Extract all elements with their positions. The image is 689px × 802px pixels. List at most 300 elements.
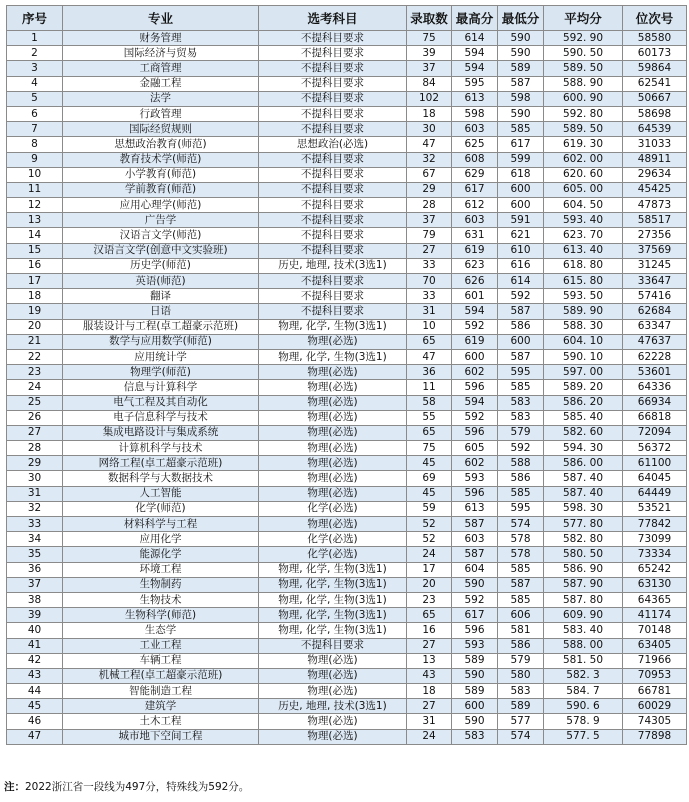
cell-major: 环境工程: [63, 562, 259, 577]
cell-admitted: 75: [407, 31, 452, 46]
cell-major: 翻译: [63, 289, 259, 304]
cell-min-score: 581: [498, 623, 544, 638]
cell-max-score: 592: [452, 319, 498, 334]
cell-major: 行政管理: [63, 106, 259, 121]
cell-admitted: 17: [407, 562, 452, 577]
table-row: [7, 395, 687, 410]
cell-min-score: 610: [498, 243, 544, 258]
cell-admitted: 32: [407, 152, 452, 167]
footnote: [4, 779, 249, 794]
cell-major: 小学教育(师范): [63, 167, 259, 182]
cell-min-score: 587: [498, 577, 544, 592]
cell-min-score: 591: [498, 213, 544, 228]
cell-avg-score: 589. 90: [544, 304, 623, 319]
cell-admitted: 33: [407, 258, 452, 273]
cell-admitted: 33: [407, 289, 452, 304]
cell-max-score: 614: [452, 31, 498, 46]
cell-min-score: 589: [498, 699, 544, 714]
table-row: [7, 471, 687, 486]
cell-rank: 56372: [623, 441, 687, 456]
cell-index: 41: [7, 638, 63, 653]
table-header-row: [7, 6, 687, 31]
table-row: [7, 289, 687, 304]
cell-subjects: 物理(必选): [259, 653, 407, 668]
cell-major: 建筑学: [63, 699, 259, 714]
cell-index: 26: [7, 410, 63, 425]
table-row: [7, 349, 687, 364]
cell-subjects: 物理, 化学, 生物(3选1): [259, 608, 407, 623]
cell-subjects: 物理, 化学, 生物(3选1): [259, 319, 407, 334]
cell-subjects: 物理(必选): [259, 517, 407, 532]
table-row: [7, 152, 687, 167]
cell-max-score: 596: [452, 623, 498, 638]
cell-admitted: 65: [407, 425, 452, 440]
cell-major: 能源化学: [63, 547, 259, 562]
cell-max-score: 631: [452, 228, 498, 243]
cell-rank: 62541: [623, 76, 687, 91]
cell-avg-score: 615. 80: [544, 274, 623, 289]
cell-admitted: 10: [407, 319, 452, 334]
cell-rank: 70953: [623, 668, 687, 683]
cell-subjects: 不提科目要求: [259, 61, 407, 76]
cell-major: 生物科学(师范): [63, 608, 259, 623]
cell-max-score: 594: [452, 61, 498, 76]
cell-avg-score: 605. 00: [544, 182, 623, 197]
cell-avg-score: 582. 80: [544, 532, 623, 547]
table-row: [7, 699, 687, 714]
admission-table-container: [6, 5, 686, 745]
cell-subjects: 物理, 化学, 生物(3选1): [259, 349, 407, 364]
cell-subjects: 物理(必选): [259, 425, 407, 440]
cell-rank: 50667: [623, 91, 687, 106]
cell-avg-score: 620. 60: [544, 167, 623, 182]
cell-rank: 47637: [623, 334, 687, 349]
cell-avg-score: 592. 90: [544, 31, 623, 46]
table-row: [7, 258, 687, 273]
cell-avg-score: 604. 10: [544, 334, 623, 349]
cell-subjects: 化学(必选): [259, 532, 407, 547]
cell-index: 22: [7, 349, 63, 364]
cell-rank: 64539: [623, 122, 687, 137]
cell-avg-score: 582. 3: [544, 668, 623, 683]
cell-index: 24: [7, 380, 63, 395]
cell-index: 25: [7, 395, 63, 410]
table-body: [7, 31, 687, 745]
table-row: [7, 486, 687, 501]
table-row: [7, 182, 687, 197]
cell-admitted: 37: [407, 213, 452, 228]
cell-subjects: 物理(必选): [259, 471, 407, 486]
cell-major: 工商管理: [63, 61, 259, 76]
cell-admitted: 29: [407, 182, 452, 197]
cell-max-score: 589: [452, 684, 498, 699]
cell-major: 生物制药: [63, 577, 259, 592]
cell-major: 材料科学与工程: [63, 517, 259, 532]
cell-admitted: 27: [407, 243, 452, 258]
cell-admitted: 20: [407, 577, 452, 592]
cell-subjects: 物理, 化学, 生物(3选1): [259, 592, 407, 607]
cell-index: 16: [7, 258, 63, 273]
table-row: [7, 653, 687, 668]
cell-rank: 63405: [623, 638, 687, 653]
cell-min-score: 585: [498, 562, 544, 577]
cell-rank: 63130: [623, 577, 687, 592]
cell-avg-score: 598. 30: [544, 501, 623, 516]
cell-subjects: 不提科目要求: [259, 289, 407, 304]
cell-avg-score: 577. 5: [544, 729, 623, 744]
cell-admitted: 27: [407, 638, 452, 653]
cell-major: 应用统计学: [63, 349, 259, 364]
cell-index: 18: [7, 289, 63, 304]
cell-min-score: 621: [498, 228, 544, 243]
table-row: [7, 380, 687, 395]
cell-rank: 48911: [623, 152, 687, 167]
cell-subjects: 物理(必选): [259, 456, 407, 471]
cell-subjects: 物理(必选): [259, 441, 407, 456]
cell-index: 12: [7, 198, 63, 213]
cell-major: 服装设计与工程(卓工超豪示范班): [63, 319, 259, 334]
cell-index: 9: [7, 152, 63, 167]
cell-major: 工业工程: [63, 638, 259, 653]
cell-index: 31: [7, 486, 63, 501]
cell-subjects: 化学(必选): [259, 547, 407, 562]
cell-min-score: 592: [498, 441, 544, 456]
cell-subjects: 不提科目要求: [259, 167, 407, 182]
cell-subjects: 不提科目要求: [259, 638, 407, 653]
cell-max-score: 608: [452, 152, 498, 167]
cell-max-score: 600: [452, 699, 498, 714]
cell-min-score: 586: [498, 319, 544, 334]
cell-index: 13: [7, 213, 63, 228]
cell-admitted: 45: [407, 486, 452, 501]
cell-avg-score: 587. 40: [544, 471, 623, 486]
cell-max-score: 613: [452, 91, 498, 106]
cell-min-score: 600: [498, 182, 544, 197]
cell-admitted: 102: [407, 91, 452, 106]
cell-subjects: 不提科目要求: [259, 198, 407, 213]
cell-subjects: 物理(必选): [259, 365, 407, 380]
cell-major: 生物技术: [63, 592, 259, 607]
cell-index: 6: [7, 106, 63, 121]
cell-subjects: 物理(必选): [259, 486, 407, 501]
cell-min-score: 599: [498, 152, 544, 167]
cell-min-score: 587: [498, 304, 544, 319]
cell-subjects: 物理(必选): [259, 714, 407, 729]
cell-max-score: 594: [452, 304, 498, 319]
cell-max-score: 626: [452, 274, 498, 289]
cell-avg-score: 583. 40: [544, 623, 623, 638]
header-rank: 位次号: [623, 6, 687, 31]
cell-index: 19: [7, 304, 63, 319]
cell-avg-score: 623. 70: [544, 228, 623, 243]
cell-rank: 62228: [623, 349, 687, 364]
cell-major: 计算机科学与技术: [63, 441, 259, 456]
cell-max-score: 612: [452, 198, 498, 213]
cell-avg-score: 582. 60: [544, 425, 623, 440]
cell-subjects: 不提科目要求: [259, 228, 407, 243]
cell-subjects: 不提科目要求: [259, 76, 407, 91]
cell-rank: 60029: [623, 699, 687, 714]
table-row: [7, 729, 687, 744]
cell-subjects: 历史, 地理, 技术(3选1): [259, 258, 407, 273]
cell-subjects: 物理(必选): [259, 410, 407, 425]
cell-major: 城市地下空间工程: [63, 729, 259, 744]
cell-major: 土木工程: [63, 714, 259, 729]
cell-min-score: 585: [498, 592, 544, 607]
cell-max-score: 587: [452, 517, 498, 532]
header-avg-score: 平均分: [544, 6, 623, 31]
cell-major: 人工智能: [63, 486, 259, 501]
cell-index: 11: [7, 182, 63, 197]
cell-min-score: 586: [498, 638, 544, 653]
cell-rank: 63347: [623, 319, 687, 334]
header-admitted: 录取数: [407, 6, 452, 31]
cell-avg-score: 586. 00: [544, 456, 623, 471]
cell-max-score: 590: [452, 714, 498, 729]
table-row: [7, 198, 687, 213]
table-row: [7, 334, 687, 349]
cell-index: 5: [7, 91, 63, 106]
table-row: [7, 684, 687, 699]
cell-max-score: 605: [452, 441, 498, 456]
cell-max-score: 619: [452, 334, 498, 349]
cell-min-score: 600: [498, 334, 544, 349]
cell-rank: 62684: [623, 304, 687, 319]
cell-admitted: 36: [407, 365, 452, 380]
cell-max-score: 625: [452, 137, 498, 152]
cell-min-score: 618: [498, 167, 544, 182]
cell-index: 32: [7, 501, 63, 516]
header-min-score: 最低分: [498, 6, 544, 31]
cell-max-score: 602: [452, 365, 498, 380]
cell-admitted: 27: [407, 699, 452, 714]
cell-admitted: 13: [407, 653, 452, 668]
header-index: 序号: [7, 6, 63, 31]
cell-major: 物理学(师范): [63, 365, 259, 380]
cell-index: 33: [7, 517, 63, 532]
cell-index: 45: [7, 699, 63, 714]
cell-index: 17: [7, 274, 63, 289]
table-row: [7, 592, 687, 607]
cell-subjects: 物理, 化学, 生物(3选1): [259, 562, 407, 577]
cell-admitted: 59: [407, 501, 452, 516]
cell-index: 20: [7, 319, 63, 334]
table-row: [7, 456, 687, 471]
cell-index: 38: [7, 592, 63, 607]
cell-avg-score: 602. 00: [544, 152, 623, 167]
table-row: [7, 46, 687, 61]
cell-subjects: 不提科目要求: [259, 182, 407, 197]
cell-index: 44: [7, 684, 63, 699]
cell-index: 3: [7, 61, 63, 76]
table-row: [7, 714, 687, 729]
cell-subjects: 不提科目要求: [259, 243, 407, 258]
cell-subjects: 物理, 化学, 生物(3选1): [259, 623, 407, 638]
cell-min-score: 592: [498, 289, 544, 304]
cell-subjects: 不提科目要求: [259, 106, 407, 121]
cell-major: 生态学: [63, 623, 259, 638]
cell-rank: 27356: [623, 228, 687, 243]
cell-subjects: 化学(必选): [259, 501, 407, 516]
cell-index: 4: [7, 76, 63, 91]
cell-index: 29: [7, 456, 63, 471]
cell-avg-score: 577. 80: [544, 517, 623, 532]
cell-index: 39: [7, 608, 63, 623]
cell-admitted: 65: [407, 334, 452, 349]
cell-min-score: 598: [498, 91, 544, 106]
header-subjects: 选考科目: [259, 6, 407, 31]
cell-subjects: 物理(必选): [259, 668, 407, 683]
table-row: [7, 547, 687, 562]
cell-major: 集成电路设计与集成系统: [63, 425, 259, 440]
cell-rank: 37569: [623, 243, 687, 258]
table-row: [7, 562, 687, 577]
cell-rank: 53601: [623, 365, 687, 380]
cell-min-score: 617: [498, 137, 544, 152]
cell-min-score: 614: [498, 274, 544, 289]
cell-avg-score: 590. 50: [544, 46, 623, 61]
cell-min-score: 588: [498, 456, 544, 471]
cell-avg-score: 581. 50: [544, 653, 623, 668]
cell-admitted: 28: [407, 198, 452, 213]
cell-avg-score: 594. 30: [544, 441, 623, 456]
cell-max-score: 619: [452, 243, 498, 258]
cell-admitted: 45: [407, 456, 452, 471]
cell-min-score: 583: [498, 395, 544, 410]
cell-avg-score: 589. 50: [544, 61, 623, 76]
cell-index: 10: [7, 167, 63, 182]
cell-admitted: 84: [407, 76, 452, 91]
cell-avg-score: 618. 80: [544, 258, 623, 273]
cell-rank: 66934: [623, 395, 687, 410]
cell-max-score: 604: [452, 562, 498, 577]
cell-max-score: 594: [452, 395, 498, 410]
cell-max-score: 603: [452, 213, 498, 228]
footnote-label: 注：: [4, 781, 25, 793]
cell-max-score: 593: [452, 471, 498, 486]
cell-max-score: 623: [452, 258, 498, 273]
cell-min-score: 595: [498, 501, 544, 516]
admission-scores-table: [6, 5, 687, 745]
cell-admitted: 69: [407, 471, 452, 486]
cell-min-score: 577: [498, 714, 544, 729]
cell-avg-score: 600. 90: [544, 91, 623, 106]
cell-major: 金融工程: [63, 76, 259, 91]
cell-index: 2: [7, 46, 63, 61]
cell-max-score: 595: [452, 76, 498, 91]
cell-admitted: 11: [407, 380, 452, 395]
cell-admitted: 79: [407, 228, 452, 243]
cell-major: 财务管理: [63, 31, 259, 46]
cell-admitted: 18: [407, 106, 452, 121]
cell-admitted: 30: [407, 122, 452, 137]
cell-major: 信息与计算科学: [63, 380, 259, 395]
table-row: [7, 304, 687, 319]
cell-subjects: 历史, 地理, 技术(3选1): [259, 699, 407, 714]
cell-min-score: 587: [498, 76, 544, 91]
table-row: [7, 638, 687, 653]
cell-major: 化学(师范): [63, 501, 259, 516]
cell-index: 28: [7, 441, 63, 456]
cell-min-score: 600: [498, 198, 544, 213]
cell-major: 学前教育(师范): [63, 182, 259, 197]
cell-max-score: 587: [452, 547, 498, 562]
cell-max-score: 601: [452, 289, 498, 304]
cell-rank: 73099: [623, 532, 687, 547]
cell-avg-score: 604. 50: [544, 198, 623, 213]
cell-index: 36: [7, 562, 63, 577]
table-row: [7, 167, 687, 182]
cell-avg-score: 588. 00: [544, 638, 623, 653]
cell-major: 英语(师范): [63, 274, 259, 289]
cell-major: 车辆工程: [63, 653, 259, 668]
cell-admitted: 55: [407, 410, 452, 425]
cell-major: 电子信息科学与技术: [63, 410, 259, 425]
cell-subjects: 不提科目要求: [259, 152, 407, 167]
table-row: [7, 365, 687, 380]
cell-admitted: 24: [407, 729, 452, 744]
cell-avg-score: 589. 20: [544, 380, 623, 395]
cell-admitted: 24: [407, 547, 452, 562]
cell-min-score: 574: [498, 517, 544, 532]
cell-max-score: 617: [452, 182, 498, 197]
cell-major: 智能制造工程: [63, 684, 259, 699]
cell-subjects: 物理, 化学, 生物(3选1): [259, 577, 407, 592]
cell-max-score: 590: [452, 577, 498, 592]
cell-rank: 45425: [623, 182, 687, 197]
cell-subjects: 不提科目要求: [259, 304, 407, 319]
cell-major: 历史学(师范): [63, 258, 259, 273]
cell-min-score: 579: [498, 425, 544, 440]
cell-rank: 71966: [623, 653, 687, 668]
cell-admitted: 65: [407, 608, 452, 623]
cell-min-score: 590: [498, 31, 544, 46]
cell-min-score: 578: [498, 547, 544, 562]
cell-major: 应用化学: [63, 532, 259, 547]
cell-min-score: 585: [498, 380, 544, 395]
cell-subjects: 物理(必选): [259, 380, 407, 395]
cell-admitted: 39: [407, 46, 452, 61]
cell-admitted: 18: [407, 684, 452, 699]
cell-avg-score: 586. 90: [544, 562, 623, 577]
cell-rank: 59864: [623, 61, 687, 76]
cell-admitted: 31: [407, 714, 452, 729]
cell-index: 46: [7, 714, 63, 729]
table-row: [7, 501, 687, 516]
table-row: [7, 76, 687, 91]
cell-rank: 60173: [623, 46, 687, 61]
cell-max-score: 613: [452, 501, 498, 516]
cell-subjects: 不提科目要求: [259, 31, 407, 46]
cell-max-score: 603: [452, 122, 498, 137]
cell-avg-score: 585. 40: [544, 410, 623, 425]
table-row: [7, 577, 687, 592]
cell-rank: 66781: [623, 684, 687, 699]
table-row: [7, 213, 687, 228]
cell-max-score: 594: [452, 46, 498, 61]
cell-admitted: 43: [407, 668, 452, 683]
cell-rank: 31033: [623, 137, 687, 152]
cell-subjects: 不提科目要求: [259, 46, 407, 61]
cell-subjects: 物理(必选): [259, 334, 407, 349]
cell-avg-score: 590. 6: [544, 699, 623, 714]
cell-major: 国际经济与贸易: [63, 46, 259, 61]
table-row: [7, 623, 687, 638]
table-row: [7, 243, 687, 258]
table-row: [7, 106, 687, 121]
cell-index: 8: [7, 137, 63, 152]
table-row: [7, 517, 687, 532]
